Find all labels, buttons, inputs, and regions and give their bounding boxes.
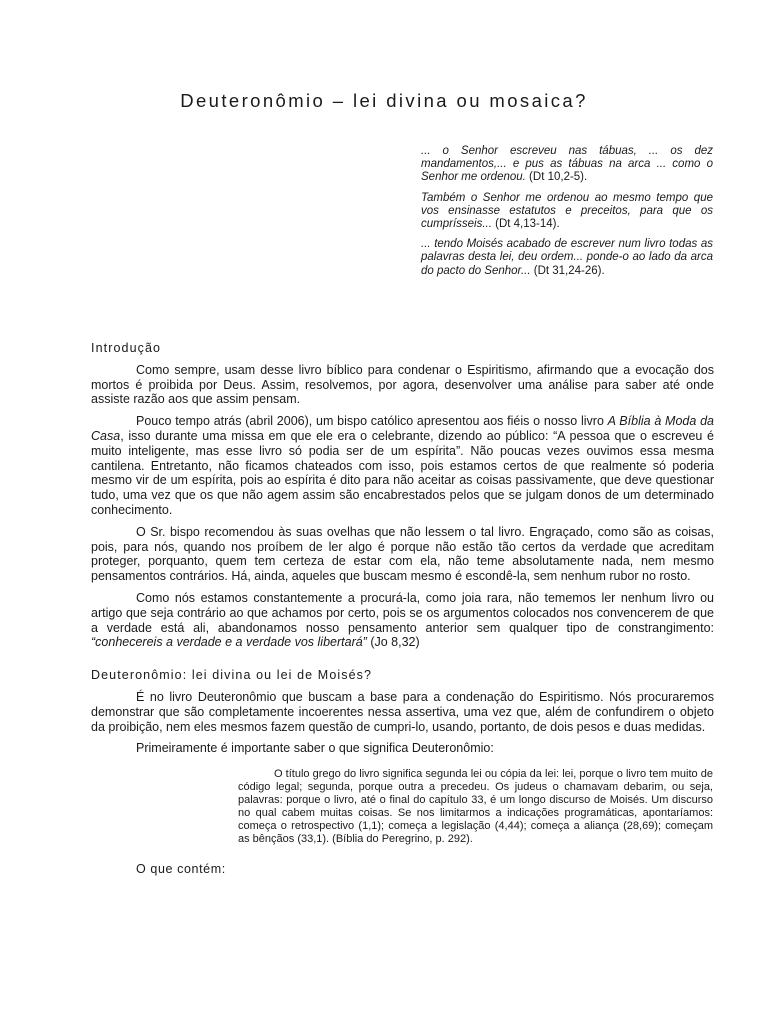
paragraph-text: , isso durante uma missa em que ele era o celebrante, dizendo ao público: “A pessoa que o escreveu é muito inteligente, mas esse livro só podia ser de um espírita”. Não poucas vezes ouvimos essa mesma cantilena. Entretanto, não ficamos chateados com isso, pois estamos certos de que realmente só poderia mesmo vir de um espírita, pois ao espírita é dito para não aceitar as coisas passivamente, que deve questionar tudo, uma vez que os que não agem assim são encabrestados pelos que se julgam donos de um determinado conhecimento. [91,428,714,517]
paragraph: Primeiramente é importante saber o que significa Deuteronômio: [136,741,494,756]
paragraph-text: Como nós estamos constantemente a procurá-la, como joia rara, não tememos ler nenhum livro ou artigo que seja contrário ao que achamos por certo, pois se os argumentos colocados nos convencerem de que a verdade está ali, abandonamos nosso pensamento anterior sem qualquer tipo de constrangimento: [91,590,714,635]
paragraph-text: (Jo 8,32) [366,635,420,650]
epigraph-reference: (Dt 31,24-26). [530,264,605,277]
epigraph [421,192,713,232]
subsection-label: O que contém: [136,861,226,876]
document-body [91,341,714,876]
epigraphs [421,145,713,285]
epigraph-reference: (Dt 10,2-5). [525,171,588,184]
epigraph-quote: ... tendo Moisés acabado de escrever num livro todas as palavras desta lei, deu ordem... ponde-o ao lado da arca do pacto do Senhor... [421,238,713,277]
epigraph-reference: (Dt 4,13-14). [491,218,560,231]
paragraph: É no livro Deuteronômio que buscam a base para a condenação do Espiritismo. Nós procuraremos demonstrar que são completamente incoerentes nessa assertiva, uma vez que, além de confundirem o objeto da proibição, nem eles mesmos fazem questão de cumpri-lo, usando, portanto, de dois pesos e duas medidas. [91,689,714,734]
bible-quote: “conhecereis a verdade e a verdade vos libertará” [91,635,367,650]
book-title: A Bíblia à Moda da Casa [91,414,714,443]
section-heading-deuteronomio: Deuteronômio: lei divina ou lei de Moisés? [91,668,373,683]
document-title: Deuteronômio – lei divina ou mosaica? [180,90,588,111]
epigraph [421,145,713,185]
paragraph: O Sr. bispo recomendou às suas ovelhas que não lessem o tal livro. Engraçado, como são as coisas, pois, para nós, quando nos proíbem de ler algo é porque não estão tão certos da verdade que acreditam proteger, porquanto, quem tem certeza de estar com ela, não teme absolutamente nada, nem mesmo pensamentos contrários. Há, ainda, aqueles que buscam mesmo é escondê-la, sem nenhum rubor no rosto. [91,524,714,584]
epigraph [421,238,713,278]
paragraph-text: Pouco tempo atrás (abril 2006), um bispo católico apresentou aos fiéis o nosso livro [136,414,608,429]
block-quote: O título grego do livro significa segunda lei ou cópia da lei: lei, porque o livro tem muito de código legal; segunda, porque outra a precedeu. Os judeus o chamavam debarim, ou seja, palavras: porque o livro, até o final do capítulo 33, é um longo discurso de Moisés. Um discurso no qual cabem muitas coisas. Se nos limitarmos a indicações programáticas, apontaríamos: começa o retrospectivo (1,1); começa a legislação (4,44); começa a aliança (28,69); começam as bênçãos (33,1). (Bíblia do Peregrino, p. 292). [238,768,713,845]
paragraph [91,591,714,650]
section-heading-introducao: Introdução [91,341,162,355]
epigraph-quote: Também o Senhor me ordenou ao mesmo tempo que vos ensinasse estatutos e preceitos, para que os cumprísseis... [421,191,713,231]
paragraph: Como sempre, usam desse livro bíblico para condenar o Espiritismo, afirmando que a evocação dos mortos é proibida por Deus. Assim, resolvemos, por agora, desenvolver uma análise para saber até onde assiste razão aos que assim pensam. [91,362,714,407]
paragraph [91,414,714,518]
epigraph-quote: ... o Senhor escreveu nas tábuas, ... os dez mandamentos,... e pus as tábuas na arca ... como o Senhor me ordenou. [421,145,713,184]
